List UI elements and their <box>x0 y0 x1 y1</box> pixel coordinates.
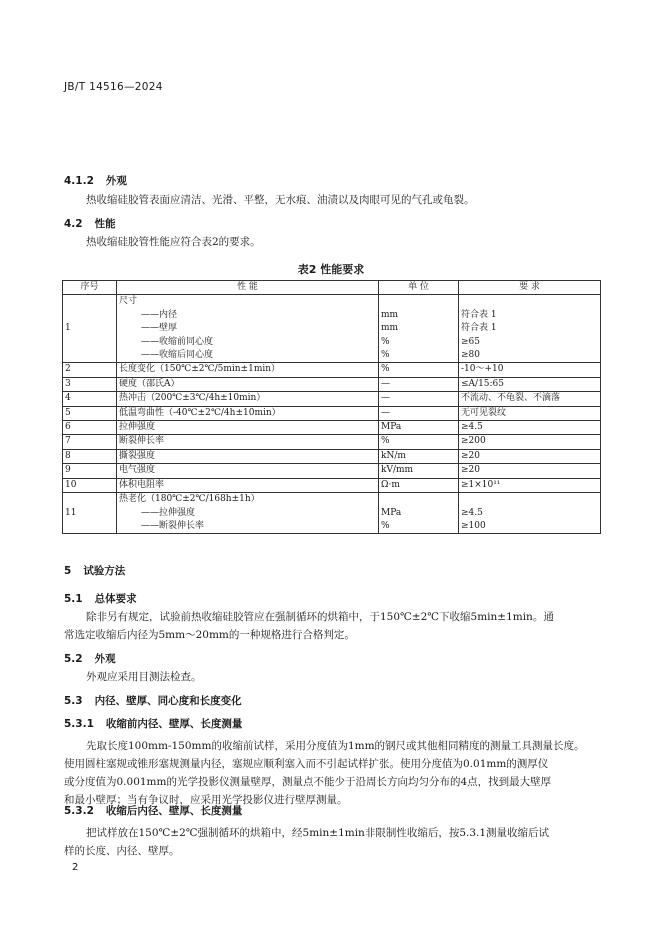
paragraph-5-2: 外观应采用目测法检查。 <box>86 671 202 683</box>
paragraph-5-3-1-line-1: 先取长度100mm-150mm的收缩前试样，采用分度值为1mm的钢尺或其他相同精度的测量工具测量长度。 <box>86 740 585 752</box>
section-number: 4.1.2 <box>64 175 94 187</box>
unit-cell-line: % <box>381 520 390 531</box>
requirement-cell-line: ≥20 <box>461 450 480 461</box>
table-header-row <box>63 281 601 295</box>
unit-cell <box>379 406 459 420</box>
property-cell <box>117 363 379 377</box>
unit-cell-line <box>381 493 456 506</box>
unit-cell-line: % <box>381 350 390 361</box>
requirement-cell-line: -10～+10 <box>461 364 504 375</box>
paragraph-5-3-1-line-3: 或分度值为0.001mm的光学投影仪测量壁厚，测量点不能少于沿周长方向均匀分布的4点，找到最大壁厚 <box>64 776 552 788</box>
requirement-cell-line: ≥4.5 <box>461 507 483 518</box>
page-number: 2 <box>72 862 79 873</box>
table-row <box>63 392 601 406</box>
section-title: 内径、壁厚、同心度和长度变化 <box>94 695 242 707</box>
unit-cell <box>379 392 459 406</box>
table-row <box>63 449 601 463</box>
table-row <box>63 421 601 435</box>
requirement-cell <box>459 493 601 534</box>
property-cell <box>117 421 379 435</box>
requirement-cell <box>459 363 601 377</box>
row-number: 10 <box>63 478 117 492</box>
unit-cell <box>379 421 459 435</box>
col-header-requirement: 要 求 <box>459 281 601 295</box>
unit-cell <box>379 464 459 478</box>
requirement-cell-line: ≥65 <box>461 336 480 347</box>
section-number: 4.2 <box>64 218 83 230</box>
section-number: 5.1 <box>64 593 83 605</box>
property-cell-line: 尺寸 <box>119 296 138 307</box>
table-row <box>63 406 601 420</box>
unit-cell-line: Ω·m <box>381 479 400 490</box>
property-cell-line: 拉伸强度 <box>119 422 156 433</box>
performance-table <box>62 280 601 534</box>
table-row <box>63 493 601 534</box>
requirement-cell-line: ≥1×10¹¹ <box>461 479 501 490</box>
requirement-cell-line: 符合表 1 <box>461 323 497 334</box>
unit-cell-line: — <box>381 378 390 389</box>
unit-cell <box>379 377 459 391</box>
unit-cell <box>379 363 459 377</box>
unit-cell-line: mm <box>381 323 399 334</box>
property-cell-line: 撕裂强度 <box>119 450 156 461</box>
property-cell <box>117 406 379 420</box>
requirement-cell-line: 无可见裂纹 <box>461 407 507 418</box>
table-row <box>63 377 601 391</box>
section-title: 总体要求 <box>94 593 137 605</box>
property-cell-line: ——壁厚 <box>141 323 178 334</box>
unit-cell-line: kN/m <box>381 450 406 461</box>
requirement-cell <box>459 478 601 492</box>
table-row <box>63 363 601 377</box>
col-header-no: 序号 <box>63 281 117 295</box>
section-title: 性能 <box>94 218 116 230</box>
row-number: 5 <box>63 406 117 420</box>
property-cell-line: 长度变化（150℃±2℃/5min±1min） <box>119 364 281 375</box>
paragraph-4-1-2: 热收缩硅胶管表面应清洁、光滑、平整，无水痕、油渍以及肉眼可见的气孔或龟裂。 <box>86 194 475 206</box>
unit-cell-line: mm <box>381 309 399 320</box>
unit-cell-line: — <box>381 407 390 418</box>
unit-cell <box>379 295 459 363</box>
paragraph-5-1-line-1: 除非另有规定，试验前热收缩硅胶管应在强制循环的烘箱中，于150℃±2℃下收缩5min±1min。通 <box>86 611 554 623</box>
heading-4-2 <box>64 216 116 231</box>
requirement-cell-line: ≥100 <box>461 520 486 531</box>
requirement-cell-line: ≥80 <box>461 350 480 361</box>
heading-5-3 <box>64 693 242 708</box>
property-cell <box>117 392 379 406</box>
property-cell-line: ——收缩后同心度 <box>141 350 214 361</box>
unit-cell-line: MPa <box>381 507 402 518</box>
heading-5-3-1 <box>64 716 242 731</box>
row-number: 4 <box>63 392 117 406</box>
requirement-cell-line <box>461 295 598 308</box>
row-number: 7 <box>63 435 117 449</box>
unit-cell-line: kV/mm <box>381 465 414 476</box>
unit-cell <box>379 493 459 534</box>
unit-cell <box>379 478 459 492</box>
requirement-cell-line: ≤A/15:65 <box>461 378 505 389</box>
requirement-cell <box>459 435 601 449</box>
requirement-cell-line <box>461 493 598 506</box>
row-number: 6 <box>63 421 117 435</box>
property-cell-line: 体积电阻率 <box>119 479 165 490</box>
table-row <box>63 464 601 478</box>
requirement-cell <box>459 464 601 478</box>
section-number: 5.3.1 <box>64 718 94 730</box>
requirement-cell <box>459 392 601 406</box>
heading-4-1-2 <box>64 173 127 188</box>
paragraph-4-2: 热收缩硅胶管性能应符合表2的要求。 <box>86 236 261 248</box>
requirement-cell <box>459 449 601 463</box>
table-caption: 表2 性能要求 <box>297 263 365 276</box>
unit-cell-line <box>381 295 456 308</box>
requirement-cell-line: 不流动、不龟裂、不滴落 <box>461 393 561 404</box>
section-title: 试验方法 <box>83 565 126 577</box>
heading-5 <box>64 563 125 578</box>
property-cell-line: 热老化（180℃±2℃/168h±1h） <box>119 494 260 505</box>
property-cell-line: ——拉伸强度 <box>141 507 196 518</box>
property-cell <box>117 493 379 534</box>
col-header-property: 性 能 <box>117 281 379 295</box>
unit-cell <box>379 435 459 449</box>
paragraph-5-3-1-line-4: 和最小壁厚；当有争议时，应采用光学投影仪进行壁厚测量。 <box>64 794 348 806</box>
property-cell <box>117 464 379 478</box>
row-number: 3 <box>63 377 117 391</box>
paragraph-5-1-line-2: 常选定收缩后内径为5mm～20mm的一种规格进行合格判定。 <box>64 629 355 641</box>
requirement-cell <box>459 421 601 435</box>
property-cell <box>117 377 379 391</box>
row-number: 2 <box>63 363 117 377</box>
section-title: 外观 <box>105 175 127 187</box>
row-number: 11 <box>63 493 117 534</box>
col-header-unit: 单 位 <box>379 281 459 295</box>
section-title: 收缩后内径、壁厚、长度测量 <box>105 805 243 817</box>
requirement-cell <box>459 295 601 363</box>
section-number: 5.2 <box>64 653 83 665</box>
property-cell <box>117 435 379 449</box>
table-row <box>63 435 601 449</box>
section-number: 5.3.2 <box>64 805 94 817</box>
section-number: 5.3 <box>64 695 83 707</box>
section-number: 5 <box>64 565 72 577</box>
property-cell-line: 电气强度 <box>119 465 156 476</box>
section-title: 外观 <box>94 653 116 665</box>
unit-cell-line: % <box>381 364 390 375</box>
table-row <box>63 295 601 363</box>
heading-5-2 <box>64 651 116 666</box>
standard-header: JB/T 14516—2024 <box>64 81 163 93</box>
requirement-cell-line: 符合表 1 <box>461 309 497 320</box>
paragraph-5-3-2-line-2: 样的长度、内径、壁厚。 <box>64 845 180 857</box>
table-row <box>63 478 601 492</box>
property-cell <box>117 478 379 492</box>
property-cell <box>117 295 379 363</box>
property-cell <box>117 449 379 463</box>
unit-cell-line: MPa <box>381 422 402 433</box>
unit-cell <box>379 449 459 463</box>
unit-cell-line: % <box>381 336 390 347</box>
property-cell-line: ——收缩前同心度 <box>141 336 214 347</box>
row-number: 9 <box>63 464 117 478</box>
requirement-cell-line: ≥4.5 <box>461 422 483 433</box>
property-cell-line: 断裂伸长率 <box>119 436 165 447</box>
requirement-cell-line: ≥20 <box>461 465 480 476</box>
row-number: 8 <box>63 449 117 463</box>
requirement-cell-line: ≥200 <box>461 436 486 447</box>
unit-cell-line: % <box>381 436 390 447</box>
heading-5-3-2 <box>64 803 242 818</box>
paragraph-5-3-2-line-1: 把试样放在150℃±2℃强制循环的烘箱中，经5min±1min非限制性收缩后，按5.3.1测量收缩后试 <box>86 827 550 839</box>
requirement-cell <box>459 377 601 391</box>
property-cell-line: 低温弯曲性（-40℃±2℃/4h±10min） <box>119 407 281 418</box>
section-title: 收缩前内径、壁厚、长度测量 <box>105 718 243 730</box>
property-cell-line: 热冲击（200℃±3℃/4h±10min） <box>119 393 266 404</box>
property-cell-line: 硬度（邵氏A） <box>119 378 180 389</box>
paragraph-5-3-1-line-2: 使用圆柱塞规或锥形塞规测量内径，塞规应顺利塞入而不引起试样扩张。使用分度值为0.01mm的测厚仪 <box>64 758 549 770</box>
row-number: 1 <box>63 295 117 363</box>
heading-5-1 <box>64 591 137 606</box>
property-cell-line: ——断裂伸长率 <box>141 520 205 531</box>
requirement-cell <box>459 406 601 420</box>
unit-cell-line: — <box>381 393 390 404</box>
property-cell-line: ——内径 <box>141 309 178 320</box>
